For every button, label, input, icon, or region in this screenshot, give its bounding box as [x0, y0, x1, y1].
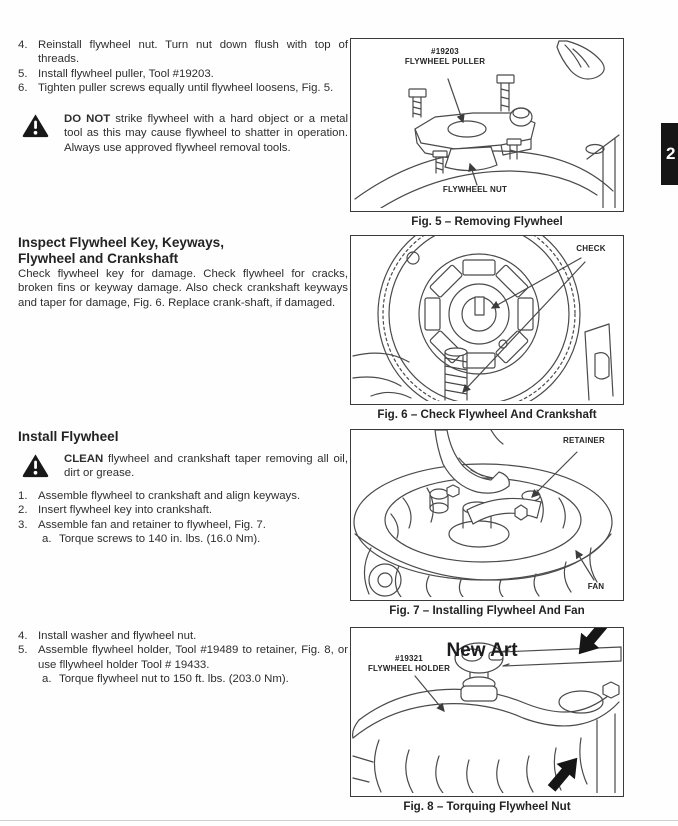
list-item — [18, 629, 348, 643]
list-number: a. — [42, 672, 52, 685]
section-heading-line1: Inspect Flywheel Key, Keyways, — [18, 235, 225, 250]
list-text: Assemble flywheel holder, Tool #19489 to retainer, Fig. 8, or use fllywheel holder Tool # 19433. — [38, 644, 348, 671]
figure-7 — [350, 429, 624, 617]
figure-6 — [350, 235, 624, 421]
label-flywheel-puller — [379, 47, 511, 66]
list-item — [18, 67, 348, 81]
list-number: 5. — [18, 67, 28, 80]
list-text: Assemble flywheel to crankshaft and align keyways. — [38, 490, 301, 502]
list-subitem — [18, 672, 348, 686]
figure-8 — [350, 627, 624, 813]
figure-5-caption: Fig. 5 – Removing Flywheel — [411, 215, 563, 228]
steps-install-flywheel — [18, 489, 348, 546]
list-number: 5. — [18, 644, 28, 657]
figure-8-caption: Fig. 8 – Torquing Flywheel Nut — [403, 800, 571, 813]
list-number: a. — [42, 532, 52, 545]
label-tool-number: #19203 — [431, 47, 459, 56]
figure-6-frame — [350, 235, 624, 405]
warning-do-not-strike — [18, 112, 348, 155]
warning-text-bold: DO NOT — [64, 113, 111, 125]
figure-6-drawing — [351, 236, 622, 401]
warning-text — [52, 112, 348, 155]
list-item — [18, 489, 348, 503]
list-number: 4. — [18, 39, 28, 51]
label-tool-name: FLYWHEEL PULLER — [404, 56, 486, 66]
list-text: Assemble fan and retainer to flywheel, Fig. 7. — [38, 518, 266, 531]
figure-7-drawing — [351, 430, 622, 597]
list-item — [18, 643, 348, 672]
steps-torque-flywheel — [18, 629, 348, 686]
section-heading-line2: Flywheel and Crankshaft — [18, 250, 179, 266]
section-heading-install-flywheel: Install Flywheel — [18, 429, 119, 444]
list-text: Install flywheel puller, Tool #19203. — [38, 67, 214, 80]
label-new-art: New Art — [446, 640, 518, 661]
list-subitem — [18, 532, 348, 546]
list-item — [18, 518, 348, 532]
figure-5 — [350, 38, 624, 228]
figure-5-frame — [350, 38, 624, 212]
chapter-tab: 2 — [661, 123, 678, 185]
warning-icon — [18, 112, 52, 143]
list-text: Insert flywheel key into crankshaft. — [38, 504, 213, 517]
list-item — [18, 38, 348, 67]
figure-7-caption: Fig. 7 – Installing Flywheel And Fan — [389, 604, 585, 617]
warning-text-bold: CLEAN — [64, 453, 104, 465]
warning-icon — [18, 452, 52, 483]
list-text: Install washer and flywheel nut. — [38, 630, 197, 642]
steps-flywheel-removal — [18, 38, 348, 95]
warning-text — [52, 452, 348, 481]
label-fan: FAN — [587, 582, 605, 591]
label-check: CHECK — [576, 244, 606, 253]
label-flywheel-nut: FLYWHEEL NUT — [442, 185, 508, 194]
list-number: 4. — [18, 630, 28, 642]
list-number: 3. — [18, 518, 28, 531]
label-retainer: RETAINER — [563, 436, 605, 445]
warning-clean — [18, 452, 348, 483]
list-item — [18, 503, 348, 517]
label-tool-name: FLYWHEEL HOLDER — [367, 663, 451, 673]
label-tool-number: #19321 — [395, 654, 423, 663]
list-number: 1. — [18, 490, 28, 502]
list-text: Torque flywheel nut to 150 ft. lbs. (203.0 Nm). — [59, 672, 289, 685]
list-text: Reinstall flywheel nut. Turn nut down flush with top of threads. — [38, 39, 348, 66]
section-inspect-flywheel — [18, 235, 348, 310]
list-text: Tighten puller screws equally until flywheel loosens, Fig. 5. — [38, 81, 334, 94]
figure-6-caption: Fig. 6 – Check Flywheel And Crankshaft — [377, 408, 597, 421]
list-item — [18, 81, 348, 95]
page-bottom-edge — [0, 820, 678, 821]
list-text: Torque screws to 140 in. lbs. (16.0 Nm). — [59, 532, 261, 545]
label-flywheel-holder — [357, 654, 461, 673]
list-number: 2. — [18, 504, 28, 517]
figure-7-frame — [350, 429, 624, 601]
list-number: 6. — [18, 81, 28, 94]
section-body: Check flywheel key for damage. Check flywheel for cracks, broken fins or keyway damage. Also check crankshaft keyways and taper for damage, Fig. 6. Replace crank-shaft, if damaged. — [18, 268, 348, 309]
warning-text-rest: strike flywheel with a hard object or a metal tool as this may cause flywheel to shatter in operation. Always use approved flywheel removal tools. — [64, 113, 348, 154]
figure-8-frame — [350, 627, 624, 797]
warning-text-rest: flywheel and crankshaft taper removing all oil, dirt or grease. — [64, 453, 348, 480]
